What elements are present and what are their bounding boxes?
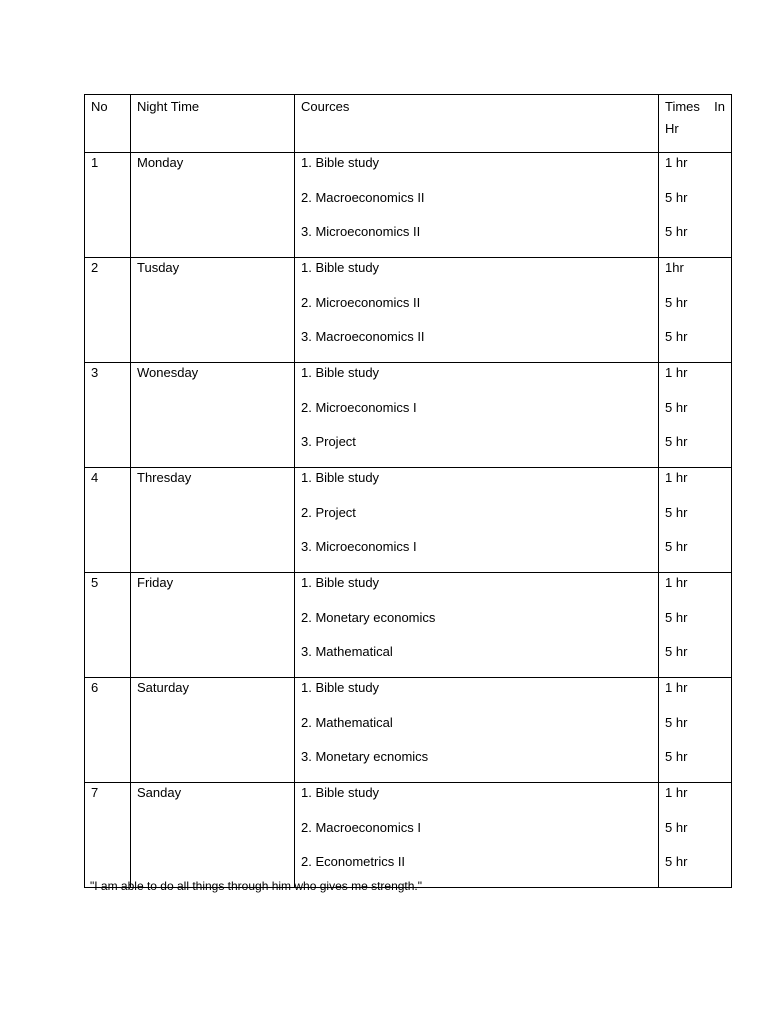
course-item: 3. Monetary ecnomics xyxy=(301,749,429,764)
header-times-hr: Hr xyxy=(665,121,679,136)
row-no: 3 xyxy=(85,363,131,468)
table-row xyxy=(85,363,732,468)
time-item: 1hr xyxy=(665,260,684,275)
row-courses xyxy=(295,363,659,468)
row-day: Friday xyxy=(131,573,295,678)
course-item: 2. Microeconomics II xyxy=(301,294,421,310)
row-no: 2 xyxy=(85,258,131,363)
table-row xyxy=(85,258,732,363)
course-item: 1. Bible study xyxy=(301,155,380,170)
row-courses xyxy=(295,573,659,678)
header-courses: Cources xyxy=(295,95,659,153)
row-day: Monday xyxy=(131,153,295,258)
row-courses xyxy=(295,468,659,573)
course-item: 2. Monetary economics xyxy=(301,609,436,625)
row-times xyxy=(659,573,732,678)
course-item: 2. Macroeconomics II xyxy=(301,189,425,205)
course-item: 1. Bible study xyxy=(301,575,380,590)
table-row xyxy=(85,468,732,573)
row-courses xyxy=(295,783,659,888)
header-no: No xyxy=(85,95,131,153)
course-item: 1. Bible study xyxy=(301,680,380,695)
course-item: 2. Project xyxy=(301,504,356,520)
row-times xyxy=(659,258,732,363)
row-day: Tusday xyxy=(131,258,295,363)
table-row xyxy=(85,573,732,678)
course-item: 1. Bible study xyxy=(301,470,380,485)
row-courses xyxy=(295,258,659,363)
row-times xyxy=(659,783,732,888)
time-item: 5 hr xyxy=(665,329,688,344)
time-item: 5 hr xyxy=(665,189,688,205)
row-day: Sanday xyxy=(131,783,295,888)
time-item: 5 hr xyxy=(665,819,688,835)
table-header-row xyxy=(85,95,732,153)
row-no: 6 xyxy=(85,678,131,783)
header-night-time: Night Time xyxy=(131,95,295,153)
course-item: 3. Mathematical xyxy=(301,644,393,659)
row-courses xyxy=(295,678,659,783)
table-row xyxy=(85,678,732,783)
course-item: 1. Bible study xyxy=(301,260,380,275)
table-row xyxy=(85,153,732,258)
course-item: 3. Project xyxy=(301,434,356,449)
time-item: 1 hr xyxy=(665,575,688,590)
row-day: Saturday xyxy=(131,678,295,783)
row-no: 1 xyxy=(85,153,131,258)
time-item: 1 hr xyxy=(665,365,688,380)
row-times xyxy=(659,468,732,573)
course-item: 1. Bible study xyxy=(301,785,380,800)
time-item: 5 hr xyxy=(665,294,688,310)
footer-quote: "I am able to do all things through him who gives me strength." xyxy=(90,879,423,893)
row-no: 4 xyxy=(85,468,131,573)
header-times xyxy=(659,95,732,153)
time-item: 5 hr xyxy=(665,854,688,869)
time-item: 1 hr xyxy=(665,155,688,170)
course-item: 3. Microeconomics I xyxy=(301,539,417,554)
time-item: 5 hr xyxy=(665,504,688,520)
row-times xyxy=(659,363,732,468)
course-item: 2. Macroeconomics I xyxy=(301,819,421,835)
row-no: 7 xyxy=(85,783,131,888)
row-no: 5 xyxy=(85,573,131,678)
time-item: 5 hr xyxy=(665,609,688,625)
time-item: 5 hr xyxy=(665,434,688,449)
time-item: 1 hr xyxy=(665,785,688,800)
row-day: Wonesday xyxy=(131,363,295,468)
header-times-word: Times xyxy=(665,99,700,114)
table-row xyxy=(85,783,732,888)
time-item: 1 hr xyxy=(665,470,688,485)
header-times-in: In xyxy=(714,99,725,114)
time-item: 5 hr xyxy=(665,224,688,239)
row-courses xyxy=(295,153,659,258)
course-item: 3. Macroeconomics II xyxy=(301,329,425,344)
row-day: Thresday xyxy=(131,468,295,573)
row-times xyxy=(659,678,732,783)
time-item: 5 hr xyxy=(665,644,688,659)
course-item: 2. Econometrics II xyxy=(301,854,406,869)
row-times xyxy=(659,153,732,258)
time-item: 1 hr xyxy=(665,680,688,695)
course-item: 2. Mathematical xyxy=(301,714,393,730)
time-item: 5 hr xyxy=(665,714,688,730)
schedule-table xyxy=(84,94,732,888)
course-item: 2. Microeconomics I xyxy=(301,399,417,415)
course-item: 3. Microeconomics II xyxy=(301,224,421,239)
time-item: 5 hr xyxy=(665,399,688,415)
time-item: 5 hr xyxy=(665,539,688,554)
course-item: 1. Bible study xyxy=(301,365,380,380)
time-item: 5 hr xyxy=(665,749,688,764)
